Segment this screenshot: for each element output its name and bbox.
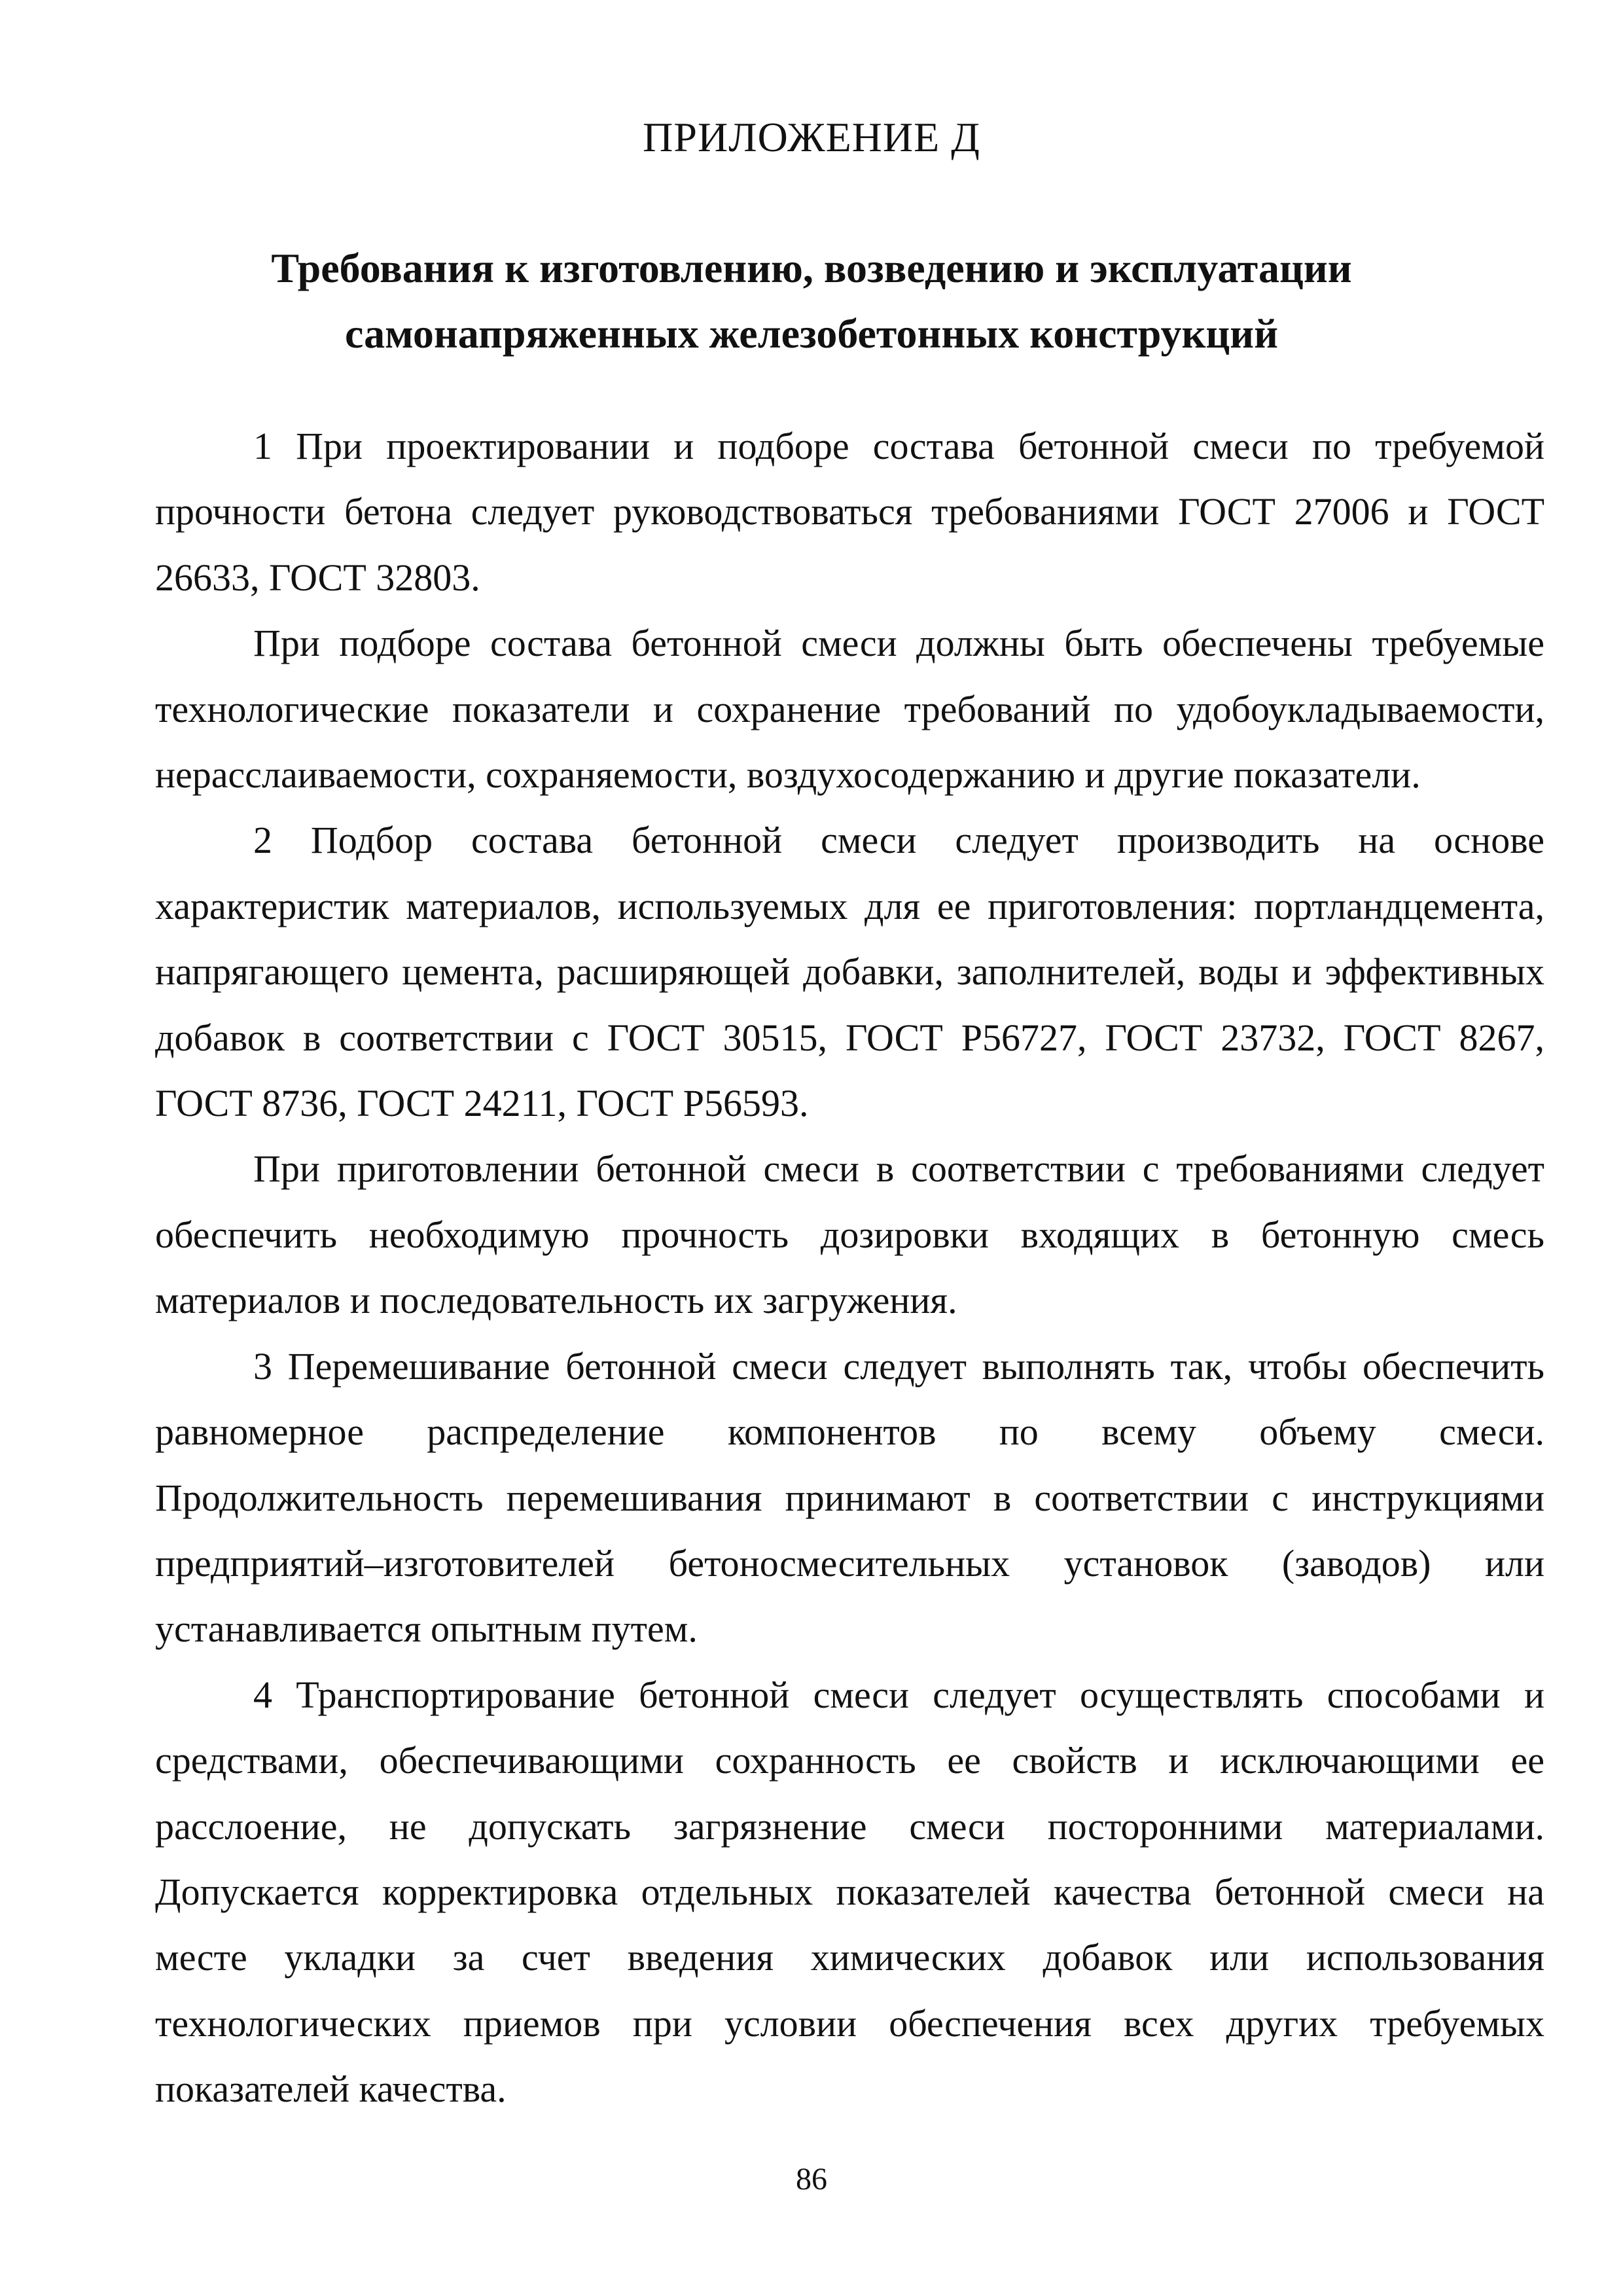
paragraph-2: При подборе состава бетонной смеси должны быть обеспечены требуемые технологические показатели и сохранение требований по удобоукладываемости, нерасслаиваемости, сохраняемости, воздухосодержанию и другие показатели. xyxy=(155,622,1544,797)
section-heading-line-1: Требования к изготовлению, возведению и эксплуатации xyxy=(271,245,1352,291)
paragraph-1: 1 При проектировании и подборе состава бетонной смеси по требуемой прочности бетона следует руководствоваться требованиями ГОСТ 27006 и ГОСТ 26633, ГОСТ 32803. xyxy=(155,425,1544,599)
paragraph-4: При приготовлении бетонной смеси в соответствии с требованиями следует обеспечить необходимую прочность дозировки входящих в бетонную смесь материалов и последовательность их загружения. xyxy=(155,1147,1544,1322)
section-heading xyxy=(196,236,1427,367)
body-text xyxy=(155,414,1544,2123)
page-number: 86 xyxy=(796,2162,827,2197)
section-heading-line-2: самонапряженных железобетонных конструкций xyxy=(344,310,1279,357)
paragraph-5: 3 Перемешивание бетонной смеси следует выполнять так, чтобы обеспечить равномерное распределение компонентов по всему объему смеси. Продолжительность перемешивания принимают в соответствии с инструкциями предприятий–изготовителей бетоносмесительных установок (заводов) или устанавливается опытным путем. xyxy=(155,1344,1544,1651)
paragraph-3: 2 Подбор состава бетонной смеси следует производить на основе характеристик материалов, используемых для ее приготовления: портландцемента, напрягающего цемента, расширяющей добавки, заполнителей, воды и эффективных добавок в соответствии с ГОСТ 30515, ГОСТ Р56727, ГОСТ 23732, ГОСТ 8267, ГОСТ 8736, ГОСТ 24211, ГОСТ Р56593. xyxy=(155,819,1544,1125)
paragraph-6: 4 Транспортирование бетонной смеси следует осуществлять способами и средствами, обеспечивающими сохранность ее свойств и исключающими ее расслоение, не допускать загрязнение смеси посторонними материалами. Допускается корректировка отдельных показателей качества бетонной смеси на месте укладки за счет введения химических добавок или использования технологических приемов при условии обеспечения всех других требуемых показателей качества. xyxy=(155,1673,1544,2111)
appendix-title: ПРИЛОЖЕНИЕ Д xyxy=(643,114,980,160)
